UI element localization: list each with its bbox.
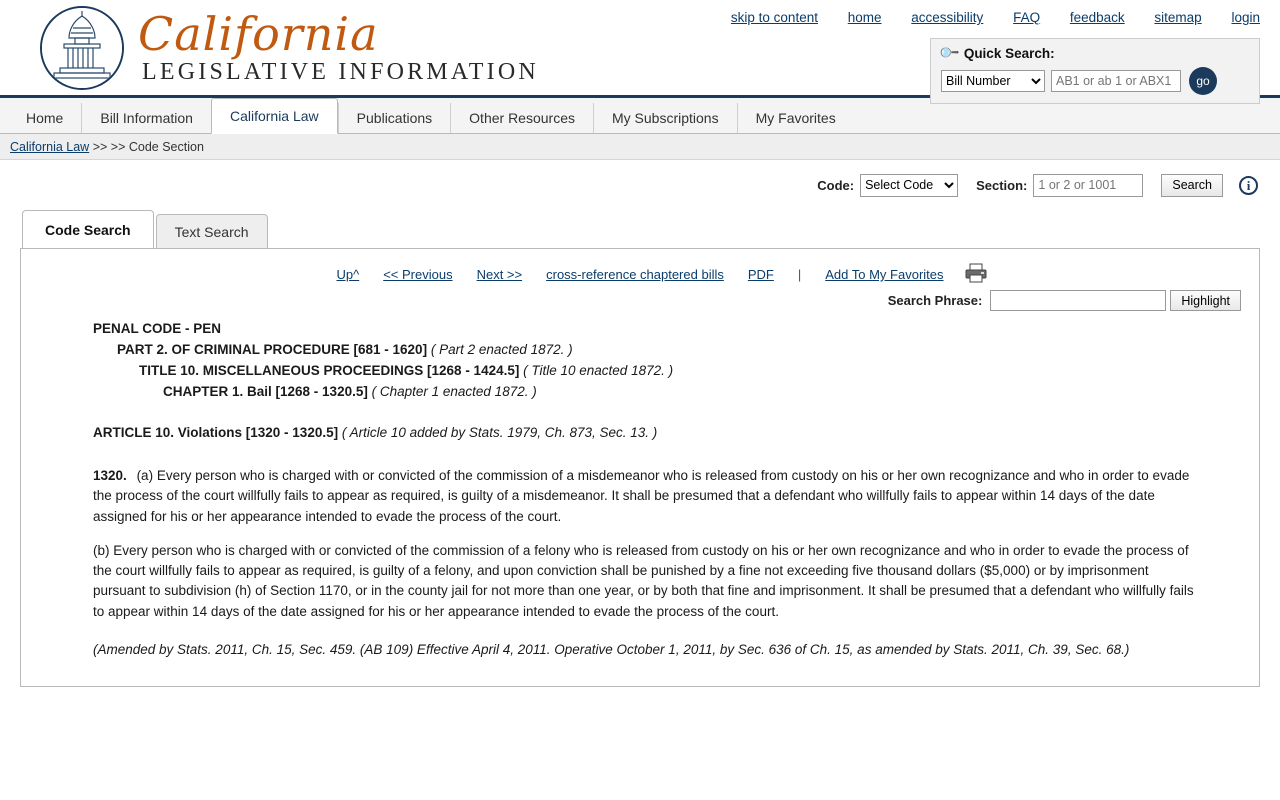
law-title-label: TITLE 10. MISCELLANEOUS PROCEEDINGS [1268 - 1424.5] — [139, 363, 520, 378]
law-section — [39, 466, 1241, 527]
home-link[interactable]: home — [847, 10, 882, 25]
site-header — [0, 0, 1280, 98]
breadcrumb — [0, 134, 1280, 160]
law-title-note: ( Title 10 enacted 1872. ) — [523, 363, 674, 378]
law-part-label: PART 2. OF CRIMINAL PROCEDURE [681 - 1620] — [117, 342, 428, 357]
law-amendment-note: (Amended by Stats. 2011, Ch. 15, Sec. 459. (AB 109) Effective April 4, 2011. Operative October 1, 2011, by Sec. 636 of Ch. 15, as amended by Stats. 2011, Ch. 39, Sec. 68.) — [93, 641, 1130, 657]
tab-code-search[interactable]: Code Search — [22, 210, 154, 249]
law-article-label: ARTICLE 10. Violations [1320 - 1320.5] — [93, 425, 339, 440]
quick-search-panel — [930, 38, 1260, 104]
nav-tab-california-law[interactable]: California Law — [211, 98, 338, 134]
previous-link[interactable]: << Previous — [383, 267, 453, 282]
site-logo[interactable] — [40, 6, 539, 90]
law-chapter-note: ( Chapter 1 enacted 1872. ) — [371, 384, 537, 399]
search-phrase-label: Search Phrase: — [887, 293, 983, 308]
law-article — [39, 425, 1241, 440]
feedback-link[interactable]: feedback — [1069, 10, 1125, 25]
content-tabs — [22, 210, 1260, 249]
brand-legislative-information: LEGISLATIVE INFORMATION — [142, 58, 539, 85]
law-part — [39, 342, 1241, 357]
law-title — [39, 363, 1241, 378]
law-code-title: PENAL CODE - PEN — [93, 321, 222, 336]
up-link[interactable]: Up^ — [336, 267, 360, 282]
nav-tab-my-favorites[interactable]: My Favorites — [737, 103, 854, 133]
login-link[interactable]: login — [1231, 10, 1260, 25]
law-subdivision-a: (a) Every person who is charged with or convicted of the commission of a misdemeanor who is released from custody on his or her own recognizance and who in order to evade the process of the court willfully fails to appear as required, is guilty of a misdemeanor. It shall be presumed that a defendant who willfully fails to appear within 14 days of the date assigned for his or her appearance intended to evade the process of the court. — [93, 468, 1190, 524]
law-section-number: 1320. — [93, 468, 127, 483]
nav-tab-home[interactable]: Home — [26, 110, 64, 126]
highlight-button[interactable]: Highlight — [1170, 290, 1241, 311]
info-icon[interactable]: i — [1239, 176, 1258, 195]
law-panel — [20, 248, 1260, 687]
search-phrase-input[interactable] — [990, 290, 1166, 311]
printer-icon[interactable] — [965, 263, 987, 286]
section-input[interactable] — [1033, 174, 1143, 197]
nav-tab-publications[interactable]: Publications — [338, 103, 451, 133]
nav-tab-bill-information[interactable]: Bill Information — [81, 103, 211, 133]
quick-search-title-text: Quick Search: — [963, 45, 1055, 61]
accessibility-link[interactable]: accessibility — [911, 10, 984, 25]
section-label: Section: — [976, 177, 1028, 193]
search-icon: 🔍 — [937, 41, 961, 64]
search-button[interactable]: Search — [1161, 174, 1223, 197]
code-label: Code: — [817, 177, 855, 193]
toolbar-separator: | — [797, 267, 802, 282]
code-select[interactable] — [860, 174, 958, 197]
brand-wordmark — [138, 6, 539, 86]
tab-text-search[interactable]: Text Search — [156, 214, 268, 249]
breadcrumb-trail: >> >> Code Section — [92, 140, 204, 154]
add-to-my-favorites-link[interactable]: Add To My Favorites — [825, 267, 944, 282]
brand-california: California — [138, 6, 379, 61]
cross-reference-chaptered-bills-link[interactable]: cross-reference chaptered bills — [546, 267, 724, 282]
law-chapter-label: CHAPTER 1. Bail [1268 - 1320.5] — [163, 384, 368, 399]
law-subdivision-b: (b) Every person who is charged with or convicted of the commission of a felony who is released from custody on his or her own recognizance and who in order to evade the process of the court willfully fails to appear as required, is guilty of a felony, and upon conviction shall be punished by a fine not exceeding five thousand dollars ($5,000) or by imprisonment pursuant to subdivision (h) of Section 1170, or in the county jail for not more than one year, or by both that fine and imprisonment. It shall be presumed that a defendant who willfully fails to appear within 14 days of the date assigned for his or her appearance intended to evade the process of the court. — [93, 542, 1194, 619]
skip-to-content-link[interactable]: skip to content — [730, 10, 818, 25]
quick-search-type-select[interactable] — [941, 70, 1045, 92]
utility-links — [705, 10, 1260, 25]
law-text — [39, 321, 1241, 660]
code-section-search-bar — [0, 160, 1280, 210]
sitemap-link[interactable]: sitemap — [1154, 10, 1202, 25]
quick-search-go-button[interactable]: go — [1189, 67, 1217, 95]
law-part-note: ( Part 2 enacted 1872. ) — [430, 342, 573, 357]
law-article-note: ( Article 10 added by Stats. 1979, Ch. 873, Sec. 13. ) — [341, 425, 658, 440]
breadcrumb-california-law-link[interactable]: California Law — [10, 140, 90, 154]
capitol-dome-icon — [40, 6, 124, 90]
search-phrase-row — [39, 290, 1241, 311]
law-chapter — [39, 384, 1241, 399]
faq-link[interactable]: FAQ — [1013, 10, 1041, 25]
quick-search-title — [937, 41, 1249, 64]
content-area — [0, 210, 1280, 688]
nav-tab-my-subscriptions[interactable]: My Subscriptions — [593, 103, 737, 133]
nav-tab-other-resources[interactable]: Other Resources — [450, 103, 593, 133]
next-link[interactable]: Next >> — [476, 267, 523, 282]
quick-search-input[interactable] — [1051, 70, 1181, 92]
document-toolbar — [39, 263, 1241, 282]
pdf-link[interactable]: PDF — [747, 267, 774, 282]
